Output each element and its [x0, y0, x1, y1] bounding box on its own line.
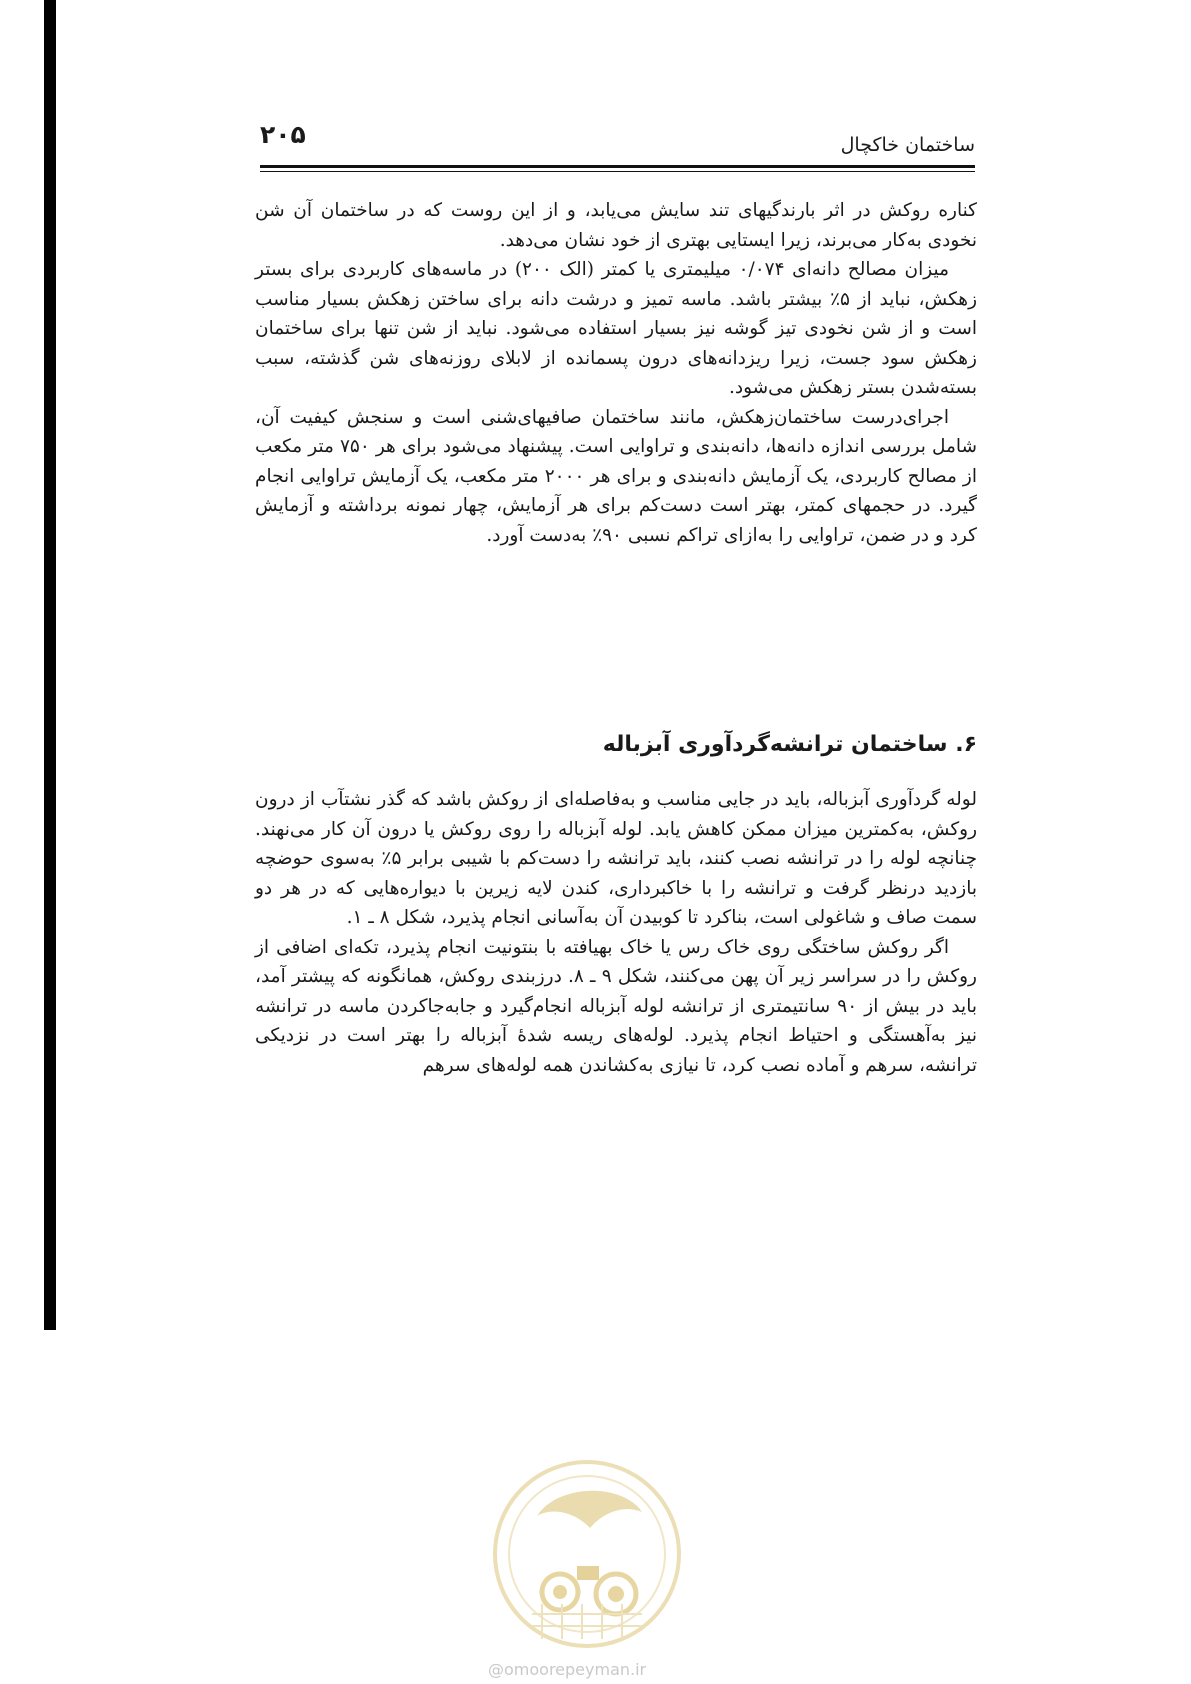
body-text-bottom	[255, 785, 977, 1080]
body-text-top	[255, 196, 977, 550]
paragraph: اگر روکش ساختگی روی خاک رس یا خاک بهیافته با بنتونیت انجام پذیرد، تکه‌ای اضافی از روکش را در سراسر زیر آن پهن می‌کنند، شکل ۹ ـ ۸. درزبندی روکش، همانگونه که پیشتر آمد، باید در بیش از ۹۰ سانتیمتری از ترانشه لوله آبزباله انجام‌گیرد و جابه‌جاکردن ماسه در ترانشه نیز به‌آهستگی و احتیاط انجام پذیرد. لوله‌های ریسه شدهٔ آبزباله را بهتر است در نزدیکی ترانشه، سرهم و آماده نصب کرد، تا نیازی به‌کشاندن همه لوله‌های سرهم	[255, 936, 977, 1076]
scan-binding-edge	[44, 0, 56, 1330]
page-header	[260, 118, 975, 176]
paragraph: اجرای‌درست ساختمان‌زهکش، مانند ساختمان صافیهای‌شنی است و سنجش کیفیت آن، شامل بررسی اندازه دانه‌ها، دانه‌بندی و تراوایی است. پیشنهاد می‌شود برای هر ۷۵۰ متر مکعب از مصالح کاربردی، یک آزمایش دانه‌بندی و برای هر ۲۰۰۰ متر مکعب، یک آزمایش تراوایی انجام گیرد. در حجمهای کمتر، بهتر است دست‌کم برای هر آزمایش، چهار نمونه برداشته و آزمایش کرد و در ضمن، تراوایی را به‌ازای تراکم نسبی ۹۰٪ به‌دست آورد.	[255, 406, 977, 546]
watermark-logo	[482, 1454, 692, 1684]
watermark-url: @omoorepeyman.ir	[488, 1660, 647, 1679]
watermark-seal-icon	[482, 1454, 692, 1654]
paragraph: کناره روکش در اثر بارندگیهای تند سایش می‌یابد، و از این روست که در ساختمان آن شن نخودی به‌کار می‌برند، زیرا ایستایی بهتری از خود نشان می‌دهد.	[255, 200, 977, 251]
page-number: ۲۰۵	[260, 120, 306, 149]
paragraph: میزان مصالح دانه‌ای ۰/۰۷۴ میلیمتری یا کمتر (الک ۲۰۰) در ماسه‌های کاربردی برای بستر زهکش، نباید از ۵٪ بیشتر باشد. ماسه تمیز و درشت دانه برای ساختن زهکش بسیار مناسب است و از شن نخودی تیز گوشه نیز بسیار استفاده می‌شود. نباید از شن تنها برای ساختمان زهکش سود جست، زیرا ریزدانه‌های درون پسمانده از لابلای روزنه‌های شن گذشته، سبب بسته‌شدن بستر زهکش می‌شود.	[255, 259, 977, 398]
header-rule-thick	[260, 165, 975, 168]
section-heading: ۶. ساختمان ترانشه‌گردآوری آبزباله	[602, 732, 977, 757]
paragraph: لوله گردآوری آبزباله، باید در جایی مناسب و به‌فاصله‌ای از روکش باشد که گذر نشتآب از درون روکش، به‌کمترین میزان ممکن کاهش یابد. لوله آبزباله را روی روکش یا درون آن کار می‌نهند. چنانچه لوله را در ترانشه نصب کنند، باید ترانشه را دست‌کم با شیبی برابر ۵٪ به‌سوی حوضچه بازدید درنظر گرفت و ترانشه را با خاکبرداری، کندن لایه زیرین با دیواره‌هایی که در هر دو سمت صاف و شاغولی است، بناکرد تا کوبیدن آن به‌آسانی انجام پذیرد، شکل ۸ ـ ۱.	[255, 789, 977, 928]
running-title: ساختمان خاکچال	[840, 134, 975, 156]
header-rule-thin	[260, 171, 975, 172]
